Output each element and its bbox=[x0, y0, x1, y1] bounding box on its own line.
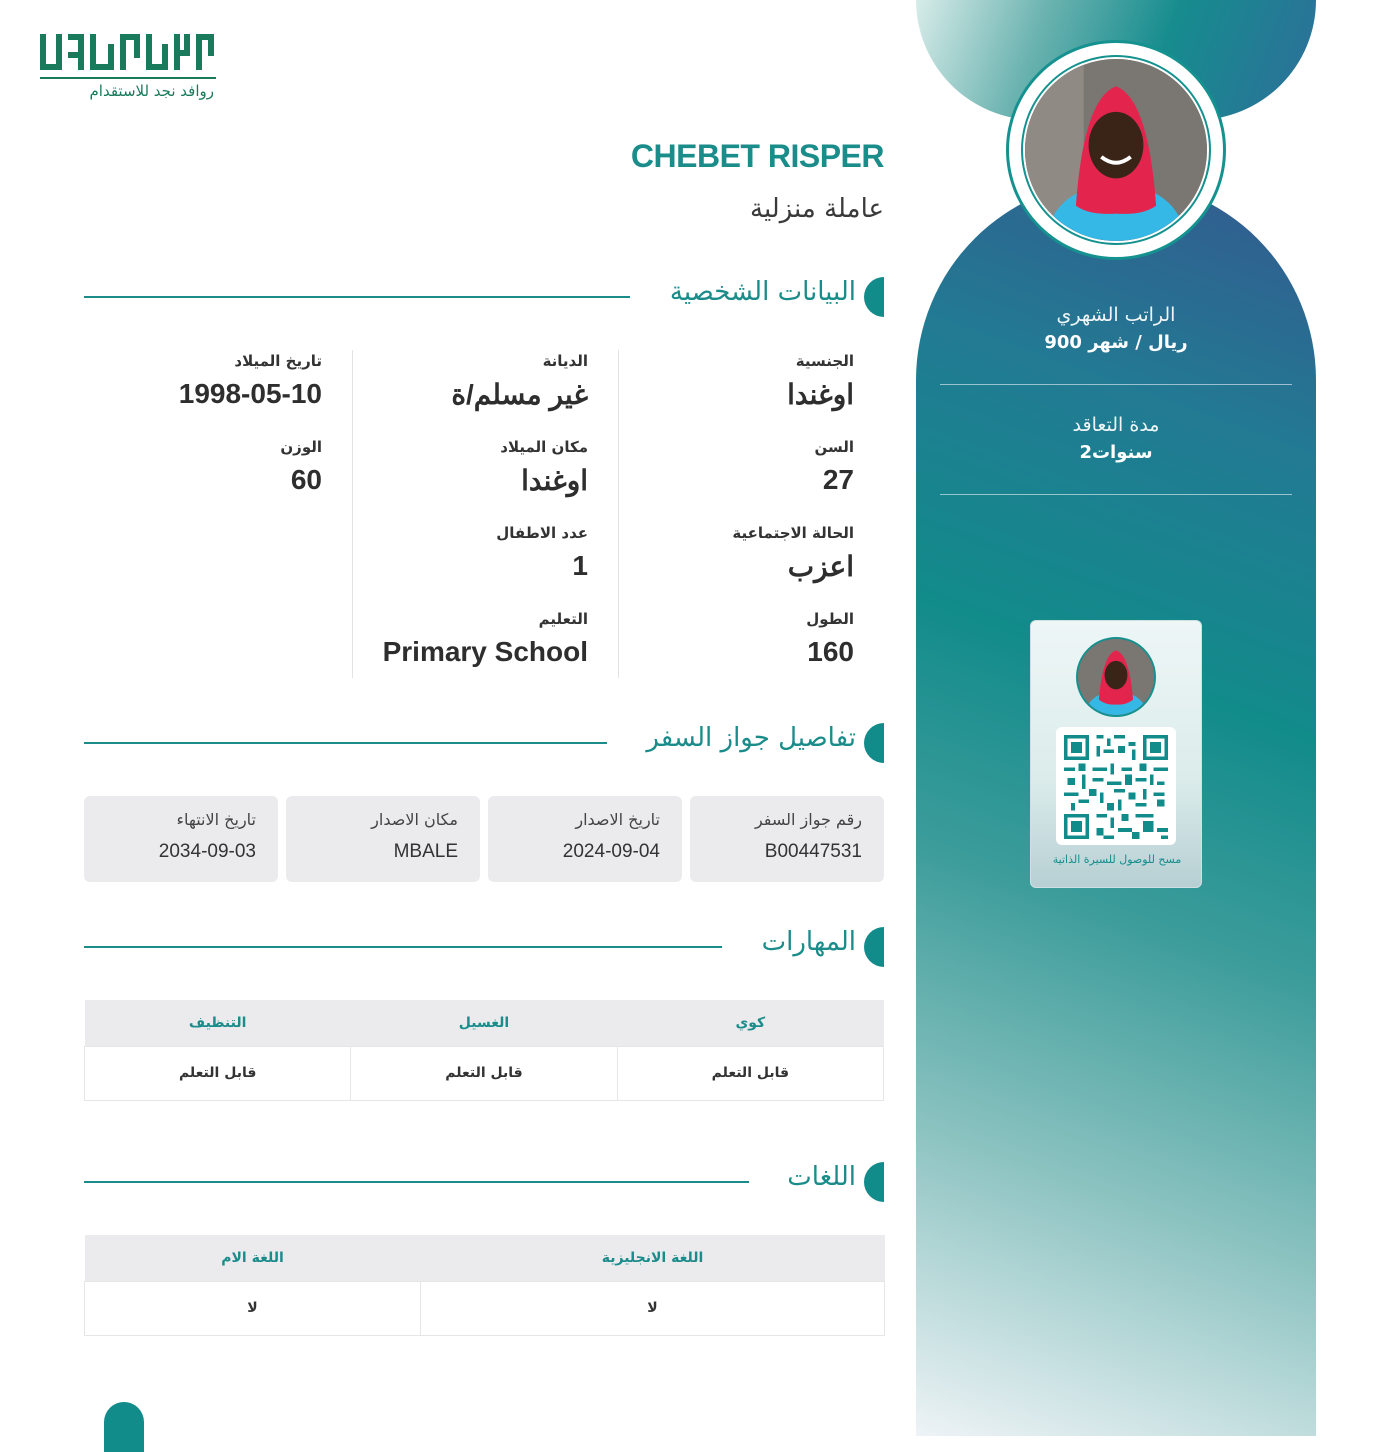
field-value: 1 bbox=[572, 550, 588, 581]
section-tab bbox=[864, 1162, 884, 1202]
table-header: الغسيل bbox=[351, 1000, 617, 1046]
skills-table bbox=[84, 1000, 884, 1101]
passport-expiry-date bbox=[84, 796, 278, 882]
field-religion bbox=[353, 352, 588, 411]
field-label: تاريخ الميلاد bbox=[234, 352, 322, 370]
field-value: 160 bbox=[807, 636, 854, 667]
table-cell: قابل التعلم bbox=[617, 1046, 883, 1100]
passport-label: تاريخ الانتهاء bbox=[176, 810, 256, 829]
passport-label: رقم جواز السفر bbox=[754, 810, 862, 829]
side-divider bbox=[940, 384, 1292, 385]
field-value: اوغندا bbox=[521, 465, 588, 496]
section-title: اللغات bbox=[787, 1162, 856, 1192]
section-title: تفاصيل جواز السفر bbox=[646, 723, 856, 753]
table-row bbox=[85, 1046, 884, 1100]
section-languages bbox=[84, 1160, 884, 1204]
field-value: 27 bbox=[822, 464, 854, 495]
field-label: السن bbox=[814, 438, 854, 456]
section-passport bbox=[84, 721, 884, 765]
section-tab bbox=[864, 927, 884, 967]
section-line bbox=[84, 742, 607, 744]
field-birthdate bbox=[87, 352, 322, 410]
field-nationality bbox=[619, 352, 854, 411]
worker-photo-icon bbox=[1025, 59, 1207, 241]
field-value: 1998-05-10 bbox=[178, 378, 322, 409]
table-header-row bbox=[85, 1000, 884, 1046]
worker-name: CHEBET RISPER bbox=[630, 138, 884, 174]
section-tab bbox=[864, 277, 884, 317]
field-label: عدد الاطفال bbox=[496, 524, 588, 542]
table-header: اللغة الانجليزية bbox=[421, 1235, 885, 1281]
logo-tagline: روافد نجد للاستقدام bbox=[89, 82, 214, 100]
section-tab bbox=[864, 723, 884, 763]
logo-underline bbox=[40, 77, 216, 79]
passport-value: MBALE bbox=[393, 841, 458, 862]
worker-photo bbox=[1023, 57, 1209, 243]
field-education bbox=[353, 610, 588, 668]
table-cell: قابل التعلم bbox=[351, 1046, 617, 1100]
passport-issue-place bbox=[286, 796, 480, 882]
passport-value: 2024-09-04 bbox=[562, 841, 660, 862]
card-photo-icon bbox=[1078, 639, 1154, 715]
field-label: الجنسية bbox=[795, 352, 854, 370]
field-value: Primary School bbox=[382, 636, 588, 667]
field-marital-status bbox=[619, 524, 854, 583]
section-title: المهارات bbox=[761, 927, 856, 957]
column-separator bbox=[352, 350, 353, 678]
contract-value: 2سنوات bbox=[1079, 442, 1153, 463]
field-label: مكان الميلاد bbox=[500, 438, 588, 456]
passport-value: 2034-09-03 bbox=[158, 841, 256, 862]
languages-table bbox=[84, 1235, 885, 1336]
footer-tab bbox=[104, 1402, 144, 1452]
section-personal bbox=[84, 275, 884, 319]
passport-issue-date bbox=[488, 796, 682, 882]
section-title: البيانات الشخصية bbox=[669, 277, 856, 307]
qr-card[interactable] bbox=[1030, 620, 1202, 888]
side-divider bbox=[940, 494, 1292, 495]
company-logo bbox=[40, 30, 216, 106]
section-line bbox=[84, 1181, 749, 1183]
field-label: الحالة الاجتماعية bbox=[732, 524, 854, 542]
field-age bbox=[619, 438, 854, 496]
field-value: اعزب bbox=[787, 551, 854, 582]
job-title: عاملة منزلية bbox=[750, 194, 884, 224]
contract-block bbox=[940, 414, 1292, 463]
field-children bbox=[353, 524, 588, 582]
section-skills bbox=[84, 925, 884, 969]
contract-label: مدة التعاقد bbox=[1072, 414, 1160, 436]
field-birthplace bbox=[353, 438, 588, 497]
table-header: التنظيف bbox=[85, 1000, 351, 1046]
field-weight bbox=[87, 438, 322, 496]
table-header: كوي bbox=[617, 1000, 883, 1046]
passport-label: تاريخ الاصدار bbox=[575, 810, 660, 829]
field-label: الطول bbox=[806, 610, 854, 628]
field-value: اوغندا bbox=[787, 379, 854, 410]
section-line bbox=[84, 296, 630, 298]
table-cell: لا bbox=[85, 1281, 421, 1335]
qr-caption: مسح للوصول للسيرة الذاتية bbox=[1052, 853, 1182, 866]
logo-mark-icon bbox=[40, 30, 216, 76]
table-header: اللغة الام bbox=[85, 1235, 421, 1281]
section-line bbox=[84, 946, 722, 948]
card-photo bbox=[1076, 637, 1156, 717]
qr-code[interactable] bbox=[1056, 727, 1176, 845]
passport-label: مكان الاصدار bbox=[371, 810, 458, 829]
salary-block bbox=[940, 304, 1292, 353]
table-cell: قابل التعلم bbox=[85, 1046, 351, 1100]
field-label: الوزن bbox=[280, 438, 322, 456]
field-label: التعليم bbox=[538, 610, 588, 628]
table-row bbox=[85, 1281, 885, 1335]
salary-value: 900 ريال / شهر bbox=[1044, 332, 1188, 353]
salary-label: الراتب الشهري bbox=[1056, 304, 1176, 326]
passport-value: B00447531 bbox=[764, 841, 862, 862]
field-value: غير مسلم/ة bbox=[451, 379, 588, 410]
column-separator bbox=[618, 350, 619, 678]
field-label: الديانة bbox=[542, 352, 588, 370]
qr-code-icon bbox=[1064, 735, 1168, 839]
field-height bbox=[619, 610, 854, 668]
field-value: 60 bbox=[290, 464, 322, 495]
passport-number bbox=[690, 796, 884, 882]
worker-photo-frame bbox=[1006, 40, 1226, 260]
table-header-row bbox=[85, 1235, 885, 1281]
table-cell: لا bbox=[421, 1281, 885, 1335]
